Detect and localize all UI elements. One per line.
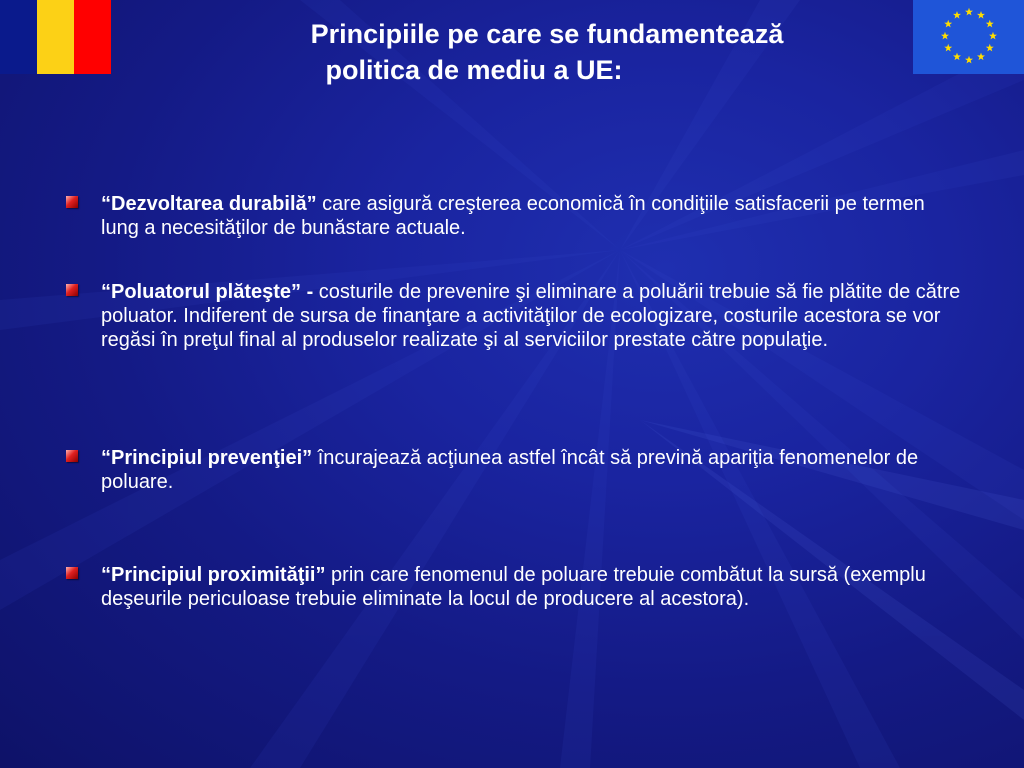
bullet-marker-icon: [66, 196, 78, 208]
bullet-marker-icon: [66, 567, 78, 579]
bullet-polluter-pays: [66, 280, 966, 352]
bullet-term: “Dezvoltarea durabilă”: [101, 193, 317, 215]
bullet-term: “Principiul proximităţii”: [101, 564, 326, 586]
title-line-1: Principiile pe care se fundamentează: [310, 19, 784, 49]
bullet-term: “Poluatorul plăteşte” -: [101, 281, 314, 303]
bullet-sustainable-development: [66, 192, 966, 240]
bullet-proximity: [66, 563, 966, 611]
bullet-text: [101, 563, 966, 611]
bullet-marker-icon: [66, 284, 78, 296]
eu-star-icon: [965, 8, 973, 16]
bullet-term: “Principiul prevenţiei”: [101, 447, 313, 469]
bullet-description: costurile de prevenire şi eliminare a poluării trebuie să fie plătite de către poluator. Indiferent de sursa de finanţare a activităţilor de ecologizare, costurile acestora se vor regăsi în preţul final al produselor realizate şi al serviciilor prestate către populaţie.: [101, 281, 961, 351]
bullet-text: [101, 446, 966, 494]
bullet-marker-icon: [66, 450, 78, 462]
bullet-description: încurajează acţiunea astfel încât să prevină apariţia fenomenelor de poluare.: [101, 447, 919, 493]
bullet-text: [101, 280, 966, 352]
bullet-description: prin care fenomenul de poluare trebuie combătut la sursă (exemplu deşeurile periculoase trebuie eliminate la locul de producere al acestora).: [101, 564, 926, 610]
bullet-text: [101, 192, 966, 240]
title-line-2: politica de mediu a UE:: [325, 55, 623, 85]
slide-title: [0, 16, 1024, 88]
bullet-description: care asigură creşterea economică în condiţiile satisfacerii pe termen lung a necesităţilor de bunăstare actuale.: [101, 193, 925, 239]
bullet-prevention: [66, 446, 966, 494]
